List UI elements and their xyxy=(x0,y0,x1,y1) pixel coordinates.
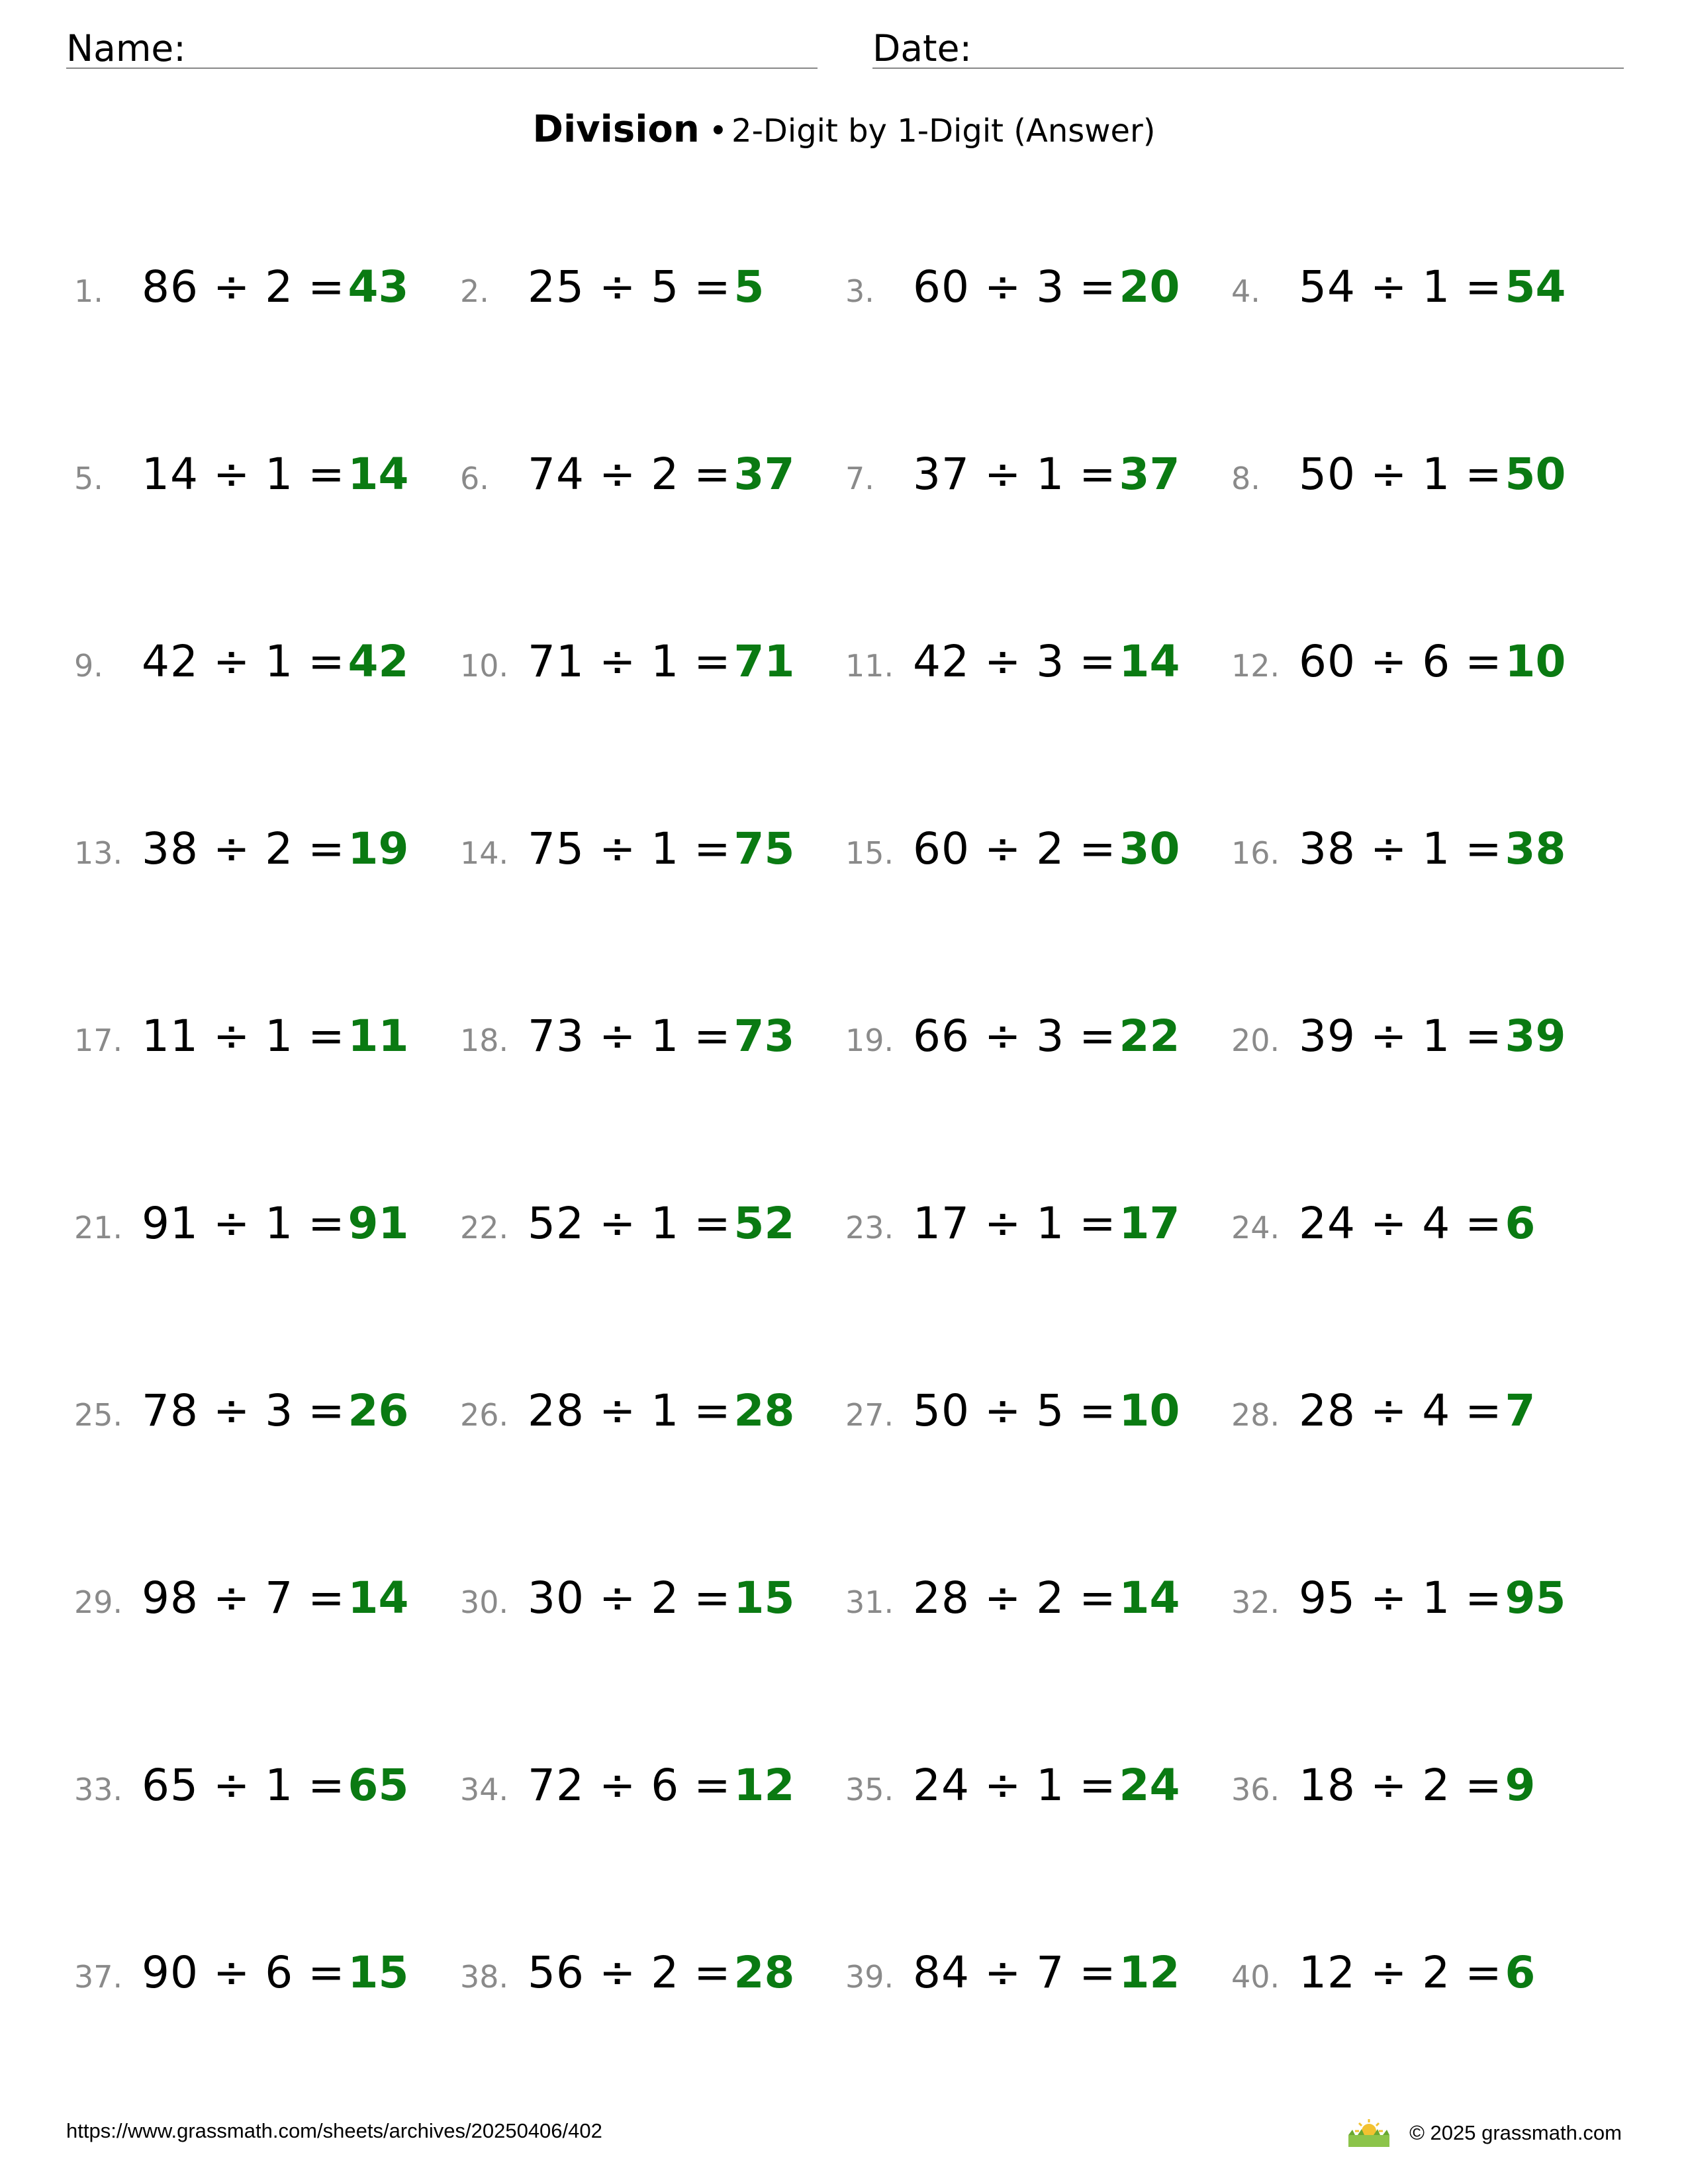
problem-number: 12. xyxy=(1231,648,1280,684)
problem-number: 27. xyxy=(845,1397,894,1433)
problem-item xyxy=(845,1385,1180,1451)
problem-item xyxy=(1231,1198,1535,1264)
problem-item xyxy=(1231,261,1566,328)
problem-item xyxy=(1231,823,1566,889)
problem-item xyxy=(460,261,764,328)
problem-expression: 98 ÷ 7 = xyxy=(142,1572,346,1623)
problem-expression: 71 ÷ 1 = xyxy=(528,636,731,687)
problem-item xyxy=(845,449,1180,515)
problem-expression: 37 ÷ 1 = xyxy=(913,449,1117,500)
problem-expression: 30 ÷ 2 = xyxy=(528,1572,731,1623)
problem-item xyxy=(1231,636,1566,702)
problem-item xyxy=(460,1198,794,1264)
problem-number: 24. xyxy=(1231,1210,1280,1246)
problem-answer: 14 xyxy=(348,1572,409,1623)
problem-answer: 7 xyxy=(1505,1385,1536,1436)
problem-expression: 90 ÷ 6 = xyxy=(142,1947,346,1998)
problem-item xyxy=(1231,1947,1535,2013)
problem-expression: 95 ÷ 1 = xyxy=(1299,1572,1503,1623)
problem-item xyxy=(845,261,1180,328)
problem-expression: 54 ÷ 1 = xyxy=(1299,261,1503,312)
problem-item xyxy=(845,1011,1180,1077)
problem-item xyxy=(845,1198,1180,1264)
problem-number: 21. xyxy=(74,1210,123,1246)
problem-item xyxy=(74,1760,408,1826)
problem-number: 20. xyxy=(1231,1023,1280,1058)
problem-item xyxy=(845,636,1180,702)
problem-number: 2. xyxy=(460,273,489,309)
problem-item xyxy=(1231,1011,1566,1077)
date-field-line[interactable] xyxy=(872,68,1624,69)
title-subtitle: 2-Digit by 1-Digit (Answer) xyxy=(731,113,1156,150)
problem-answer: 6 xyxy=(1505,1198,1536,1249)
problem-number: 5. xyxy=(74,461,103,496)
problem-number: 8. xyxy=(1231,461,1260,496)
problem-item xyxy=(74,1385,408,1451)
problem-expression: 73 ÷ 1 = xyxy=(528,1011,731,1062)
problem-answer: 14 xyxy=(1119,636,1180,687)
problem-answer: 14 xyxy=(348,449,409,500)
problem-item xyxy=(74,261,408,328)
problem-answer: 37 xyxy=(1119,449,1180,500)
problem-expression: 25 ÷ 5 = xyxy=(528,261,731,312)
problem-number: 4. xyxy=(1231,273,1260,309)
problem-expression: 28 ÷ 2 = xyxy=(913,1572,1117,1623)
problem-expression: 38 ÷ 2 = xyxy=(142,823,346,874)
problem-number: 31. xyxy=(845,1584,894,1620)
grass-sun-logo-icon xyxy=(1344,2118,1393,2148)
problem-answer: 43 xyxy=(348,261,409,312)
problem-answer: 91 xyxy=(348,1198,409,1249)
problem-answer: 28 xyxy=(733,1947,795,1998)
problem-answer: 28 xyxy=(733,1385,795,1436)
problem-expression: 84 ÷ 7 = xyxy=(913,1947,1117,1998)
problem-item xyxy=(460,823,794,889)
copyright-text: © 2025 grassmath.com xyxy=(1409,2121,1622,2144)
problem-answer: 12 xyxy=(1119,1947,1180,1998)
problem-answer: 19 xyxy=(348,823,409,874)
problem-item xyxy=(845,1572,1180,1639)
problem-expression: 42 ÷ 3 = xyxy=(913,636,1117,687)
problem-number: 39. xyxy=(845,1959,894,1995)
problem-expression: 72 ÷ 6 = xyxy=(528,1760,731,1811)
problem-item xyxy=(74,636,408,702)
problem-expression: 52 ÷ 1 = xyxy=(528,1198,731,1249)
problem-item xyxy=(1231,1760,1535,1826)
problem-expression: 78 ÷ 3 = xyxy=(142,1385,346,1436)
problem-item xyxy=(460,1572,794,1639)
problem-item xyxy=(460,1760,794,1826)
problem-answer: 54 xyxy=(1505,261,1566,312)
worksheet-title xyxy=(0,106,1688,162)
problem-item xyxy=(460,1947,794,2013)
problem-answer: 20 xyxy=(1119,261,1180,312)
problem-number: 36. xyxy=(1231,1772,1280,1807)
problem-expression: 60 ÷ 2 = xyxy=(913,823,1117,874)
problem-expression: 17 ÷ 1 = xyxy=(913,1198,1117,1249)
problem-item xyxy=(1231,1385,1535,1451)
problem-item xyxy=(1231,1572,1566,1639)
problem-answer: 39 xyxy=(1505,1011,1566,1062)
problem-number: 15. xyxy=(845,835,894,871)
problem-number: 10. xyxy=(460,648,509,684)
problem-item xyxy=(845,1947,1180,2013)
problem-number: 33. xyxy=(74,1772,123,1807)
problem-answer: 17 xyxy=(1119,1198,1180,1249)
problem-expression: 14 ÷ 1 = xyxy=(142,449,346,500)
problem-answer: 65 xyxy=(348,1760,409,1811)
problem-expression: 38 ÷ 1 = xyxy=(1299,823,1503,874)
problem-expression: 42 ÷ 1 = xyxy=(142,636,346,687)
problem-item xyxy=(460,1385,794,1451)
problem-number: 13. xyxy=(74,835,123,871)
problem-answer: 30 xyxy=(1119,823,1180,874)
name-label: Name: xyxy=(66,27,186,69)
problem-number: 18. xyxy=(460,1023,509,1058)
problem-answer: 37 xyxy=(733,449,795,500)
problem-number: 26. xyxy=(460,1397,509,1433)
problem-expression: 39 ÷ 1 = xyxy=(1299,1011,1503,1062)
problem-answer: 14 xyxy=(1119,1572,1180,1623)
problem-number: 11. xyxy=(845,648,894,684)
problem-item xyxy=(845,823,1180,889)
problem-answer: 38 xyxy=(1505,823,1566,874)
problem-expression: 56 ÷ 2 = xyxy=(528,1947,731,1998)
footer-url: https://www.grassmath.com/sheets/archives/20250406/402 xyxy=(66,2119,602,2142)
problem-item xyxy=(1231,449,1566,515)
problem-item xyxy=(74,1572,408,1639)
footer-copyright xyxy=(1344,2118,1622,2148)
problem-number: 28. xyxy=(1231,1397,1280,1433)
problem-item xyxy=(460,1011,794,1077)
problem-answer: 75 xyxy=(733,823,795,874)
problem-number: 7. xyxy=(845,461,874,496)
problem-number: 3. xyxy=(845,273,874,309)
problem-answer: 5 xyxy=(733,261,765,312)
problem-item xyxy=(74,1198,408,1264)
problem-expression: 60 ÷ 3 = xyxy=(913,261,1117,312)
problem-answer: 11 xyxy=(348,1011,409,1062)
problem-number: 6. xyxy=(460,461,489,496)
problem-expression: 28 ÷ 4 = xyxy=(1299,1385,1503,1436)
problem-number: 14. xyxy=(460,835,509,871)
problem-item xyxy=(74,1947,408,2013)
problem-answer: 52 xyxy=(733,1198,795,1249)
problem-number: 29. xyxy=(74,1584,123,1620)
problem-number: 23. xyxy=(845,1210,894,1246)
problem-item xyxy=(845,1760,1180,1826)
problem-number: 37. xyxy=(74,1959,123,1995)
problem-number: 32. xyxy=(1231,1584,1280,1620)
problem-expression: 66 ÷ 3 = xyxy=(913,1011,1117,1062)
problem-expression: 60 ÷ 6 = xyxy=(1299,636,1503,687)
problem-answer: 22 xyxy=(1119,1011,1180,1062)
problem-expression: 18 ÷ 2 = xyxy=(1299,1760,1503,1811)
problem-answer: 73 xyxy=(733,1011,795,1062)
problem-answer: 10 xyxy=(1505,636,1566,687)
problem-answer: 26 xyxy=(348,1385,409,1436)
problem-answer: 24 xyxy=(1119,1760,1180,1811)
problem-number: 16. xyxy=(1231,835,1280,871)
problem-answer: 12 xyxy=(733,1760,795,1811)
problem-answer: 50 xyxy=(1505,449,1566,500)
problem-answer: 95 xyxy=(1505,1572,1566,1623)
problem-number: 1. xyxy=(74,273,103,309)
problem-answer: 15 xyxy=(733,1572,795,1623)
problem-number: 38. xyxy=(460,1959,509,1995)
problem-expression: 24 ÷ 4 = xyxy=(1299,1198,1503,1249)
problem-expression: 91 ÷ 1 = xyxy=(142,1198,346,1249)
problem-number: 34. xyxy=(460,1772,509,1807)
problem-expression: 28 ÷ 1 = xyxy=(528,1385,731,1436)
problem-item xyxy=(74,1011,408,1077)
problem-expression: 50 ÷ 1 = xyxy=(1299,449,1503,500)
problem-item xyxy=(460,449,794,515)
problem-answer: 6 xyxy=(1505,1947,1536,1998)
problem-number: 17. xyxy=(74,1023,123,1058)
problem-expression: 50 ÷ 5 = xyxy=(913,1385,1117,1436)
problem-number: 9. xyxy=(74,648,103,684)
problem-expression: 75 ÷ 1 = xyxy=(528,823,731,874)
problem-number: 40. xyxy=(1231,1959,1280,1995)
title-separator: • xyxy=(708,113,728,150)
problem-expression: 12 ÷ 2 = xyxy=(1299,1947,1503,1998)
problem-answer: 10 xyxy=(1119,1385,1180,1436)
problem-item xyxy=(460,636,794,702)
problem-answer: 42 xyxy=(348,636,409,687)
problem-number: 35. xyxy=(845,1772,894,1807)
problem-number: 25. xyxy=(74,1397,123,1433)
name-field-line[interactable] xyxy=(66,68,818,69)
date-label: Date: xyxy=(872,27,972,69)
problem-number: 30. xyxy=(460,1584,509,1620)
problem-number: 19. xyxy=(845,1023,894,1058)
title-main: Division xyxy=(532,108,700,151)
problem-answer: 71 xyxy=(733,636,795,687)
problem-answer: 9 xyxy=(1505,1760,1536,1811)
problem-expression: 74 ÷ 2 = xyxy=(528,449,731,500)
problem-number: 22. xyxy=(460,1210,509,1246)
problem-expression: 65 ÷ 1 = xyxy=(142,1760,346,1811)
problem-item xyxy=(74,449,408,515)
problem-expression: 86 ÷ 2 = xyxy=(142,261,346,312)
problem-expression: 11 ÷ 1 = xyxy=(142,1011,346,1062)
problem-item xyxy=(74,823,408,889)
problem-answer: 15 xyxy=(348,1947,409,1998)
problem-expression: 24 ÷ 1 = xyxy=(913,1760,1117,1811)
